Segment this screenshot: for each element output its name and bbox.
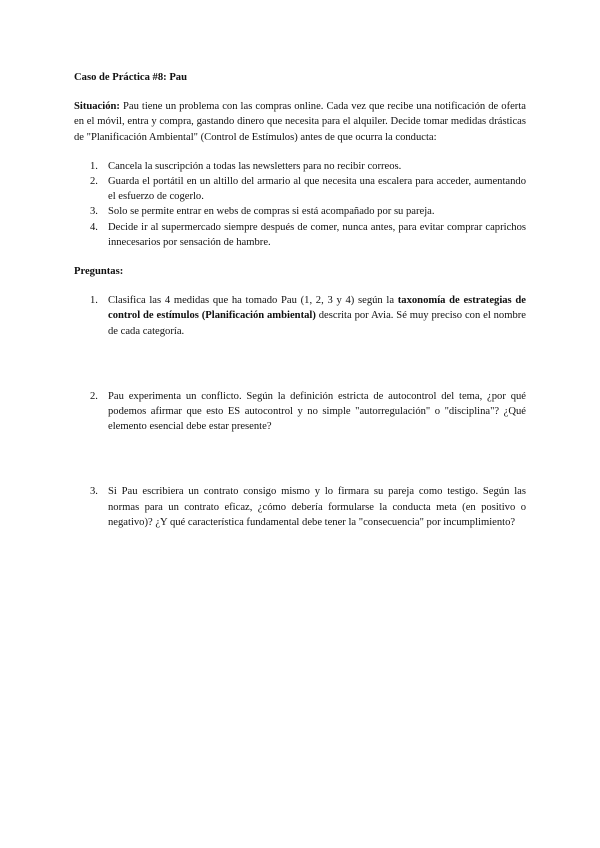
question-text: Si Pau escribiera un contrato consigo mismo y lo firmara su pareja como testigo. Según las normas para un contrato eficaz, ¿cómo debería formularse la conducta meta (en positivo o negativo)? ¿Y qué característica fundamental debe tener la "consecuencia" por incumplimiento? bbox=[108, 486, 526, 528]
question-number: 2. bbox=[90, 390, 98, 402]
document-content bbox=[74, 70, 526, 580]
questions-list bbox=[74, 293, 526, 530]
question-item bbox=[74, 484, 526, 530]
list-item bbox=[74, 174, 526, 204]
situation-paragraph bbox=[74, 99, 526, 145]
question-item bbox=[74, 389, 526, 435]
list-item bbox=[74, 159, 526, 174]
question-text-after: descrita por Avia. Sé muy preciso con el nombre de cada categoría. bbox=[108, 310, 526, 337]
question-text-before: Clasifica las 4 medidas que ha tomado Pau (1, 2, 3 y 4) según la bbox=[108, 295, 398, 307]
list-item-text: Guarda el portátil en un altillo del armario al que necesita una escalera para acceder, aumentando el esfuerzo de cogerlo. bbox=[108, 176, 526, 203]
measures-list bbox=[74, 159, 526, 250]
questions-heading: Preguntas: bbox=[74, 266, 124, 278]
question-item bbox=[74, 293, 526, 339]
question-text-bold: taxonomía de estrategias de control de estímulos (Planificación ambiental) bbox=[108, 295, 526, 322]
list-item bbox=[74, 204, 526, 219]
list-item-number: 1. bbox=[90, 160, 98, 172]
question-number: 3. bbox=[90, 486, 98, 498]
list-item bbox=[74, 220, 526, 250]
list-item-number: 3. bbox=[90, 206, 98, 218]
list-item-text: Decide ir al supermercado siempre después de comer, nunca antes, para evitar comprar caprichos innecesarios por sensación de hambre. bbox=[108, 221, 526, 248]
question-number: 1. bbox=[90, 295, 98, 307]
list-item-text: Solo se permite entrar en webs de compras si está acompañado por su pareja. bbox=[108, 206, 435, 218]
list-item-number: 4. bbox=[90, 221, 98, 233]
situation-text: Pau tiene un problema con las compras online. Cada vez que recibe una notificación de oferta en el móvil, entra y compra, gastando dinero que necesita para el alquiler. Decide tomar medidas drásticas de "Planificación Ambiental" (Control de Estímulos) antes de que ocurra la conducta: bbox=[74, 101, 526, 143]
list-item-number: 2. bbox=[90, 176, 98, 188]
list-item-text: Cancela la suscripción a todas las newsletters para no recibir correos. bbox=[108, 160, 402, 172]
situation-label: Situación: bbox=[74, 101, 120, 113]
document-title: Caso de Práctica #8: Pau bbox=[74, 72, 187, 83]
question-text: Pau experimenta un conflicto. Según la definición estricta de autocontrol del tema, ¿por qué podemos afirmar que esto ES autocontrol y no simple "autorregulación" o "disciplina"? ¿Qué elemento esencial debe estar presente? bbox=[108, 390, 526, 433]
